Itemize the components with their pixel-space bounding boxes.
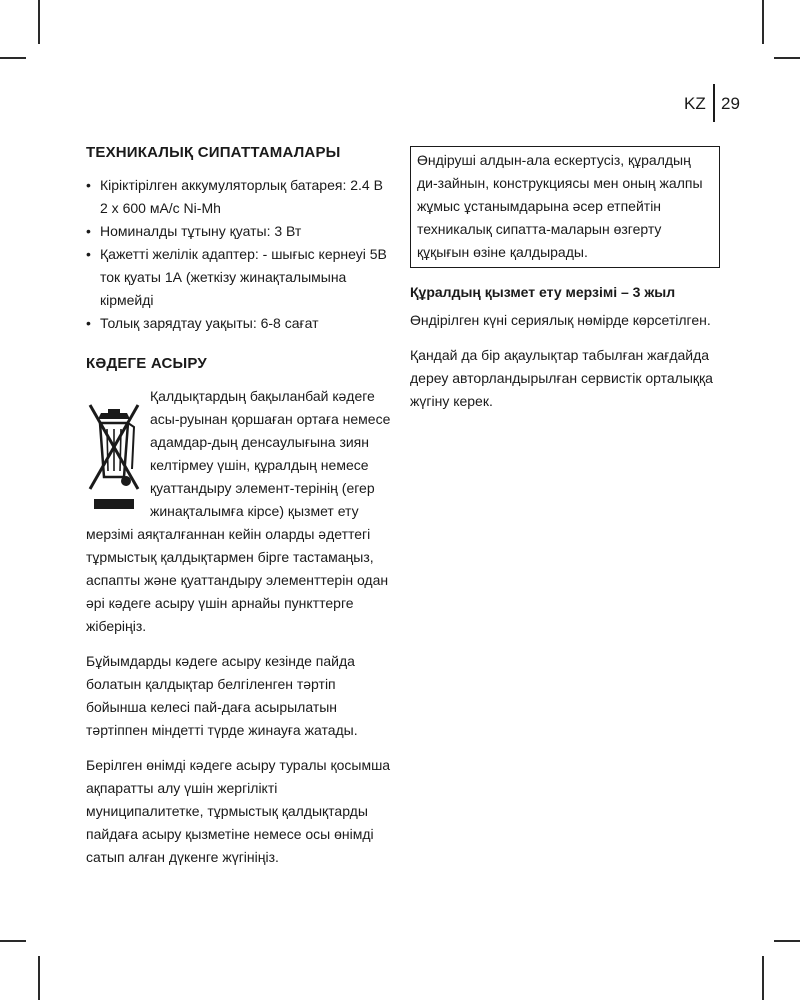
crop-mark <box>774 940 800 942</box>
manufacturer-notice-text: Өндіруші алдын-ала ескертусіз, құралдың ди-зайнын, конструкциясы мен оның жалпы жұмыс ұстанымдарына әсер етпейтін техникалық сипатта-маларын өзгерту құқығын өзіне қалдырады. <box>417 152 703 260</box>
crop-mark <box>762 0 764 44</box>
header-divider <box>713 84 715 122</box>
spec-item <box>86 174 392 220</box>
crop-mark <box>38 956 40 1000</box>
disposal-paragraph: Берілген өнімді кәдеге асыру туралы қосымша ақпаратты алу үшін жергілікті муниципалитетке, тұрмыстық қалдықтарды пайдаға асыру қызметіне немесе осы өнімді сатып алған дүкенге жүгініңіз. <box>86 757 391 865</box>
spec-text: Кіріктірілген аккумуляторлық батарея: 2.4 В 2 х 600 мА/с Ni-Mh <box>100 177 383 216</box>
page-number: 29 <box>721 94 740 113</box>
bullet-icon: • <box>86 246 91 262</box>
language-code: KZ <box>684 94 706 113</box>
production-date-text: Өндірілген күні сериялық нөмірде көрсетілген. <box>410 312 711 328</box>
disposal-block <box>86 385 392 638</box>
spec-text: Толық зарядтау уақыты: 6-8 сағат <box>100 315 319 331</box>
specs-list <box>86 174 392 335</box>
crossed-out-wheelie-bin-icon <box>86 397 142 513</box>
spec-item <box>86 312 392 335</box>
left-column <box>86 144 392 881</box>
spec-text: Қажетті желілік адаптер: - шығыс кернеуі 5В ток қуаты 1А (жеткізу жинақталымына кірмейді <box>100 246 387 308</box>
technical-specs-heading: ТЕХНИКАЛЫҚ СИПАТТАМАЛАРЫ <box>86 144 341 161</box>
crop-mark <box>774 57 800 59</box>
disposal-heading: КӘДЕГЕ АСЫРУ <box>86 355 207 372</box>
bullet-icon: • <box>86 223 91 239</box>
bullet-icon: • <box>86 177 91 193</box>
crop-mark <box>0 940 26 942</box>
disposal-paragraph: Бұйымдарды кәдеге асыру кезінде пайда болатын қалдықтар белгіленген тәртіп бойынша келесі пай-даға асырылатын тәртіппен міндетті түрде жинауға жатады. <box>86 653 358 738</box>
spec-text: Номиналды тұтыну қуаты: 3 Вт <box>100 223 302 239</box>
bullet-icon: • <box>86 315 91 331</box>
crop-mark <box>38 0 40 44</box>
defect-note-text: Қандай да бір ақаулықтар табылған жағдайда дереу авторландырылған сервистік орталыққа жүгіну керек. <box>410 347 713 409</box>
spec-item <box>86 243 392 312</box>
spec-item <box>86 220 392 243</box>
crop-mark <box>0 57 26 59</box>
crop-mark <box>762 956 764 1000</box>
right-column <box>410 146 720 425</box>
disposal-paragraph: Қалдықтардың бақыланбай кәдеге асы-руынан қоршаған ортаға немесе адамдар-дың денсаулығына зиян келтірмеу үшін, құралдың немесе қуаттандыру элемент-терінің (егер жинақталымға кірсе) қызмет ету мерзімі аяқталғаннан кейін оларды әдеттегі тұрмыстық қалдықтармен бірге тастамаңыз, аспапты және қуаттандыру элементтерін одан әрі кәдеге асыру үшін арнайы пункттерге жіберіңіз. <box>86 388 391 634</box>
manufacturer-notice-box <box>410 146 720 268</box>
service-life-heading: Құралдың қызмет ету мерзімі – 3 жыл <box>410 284 676 300</box>
